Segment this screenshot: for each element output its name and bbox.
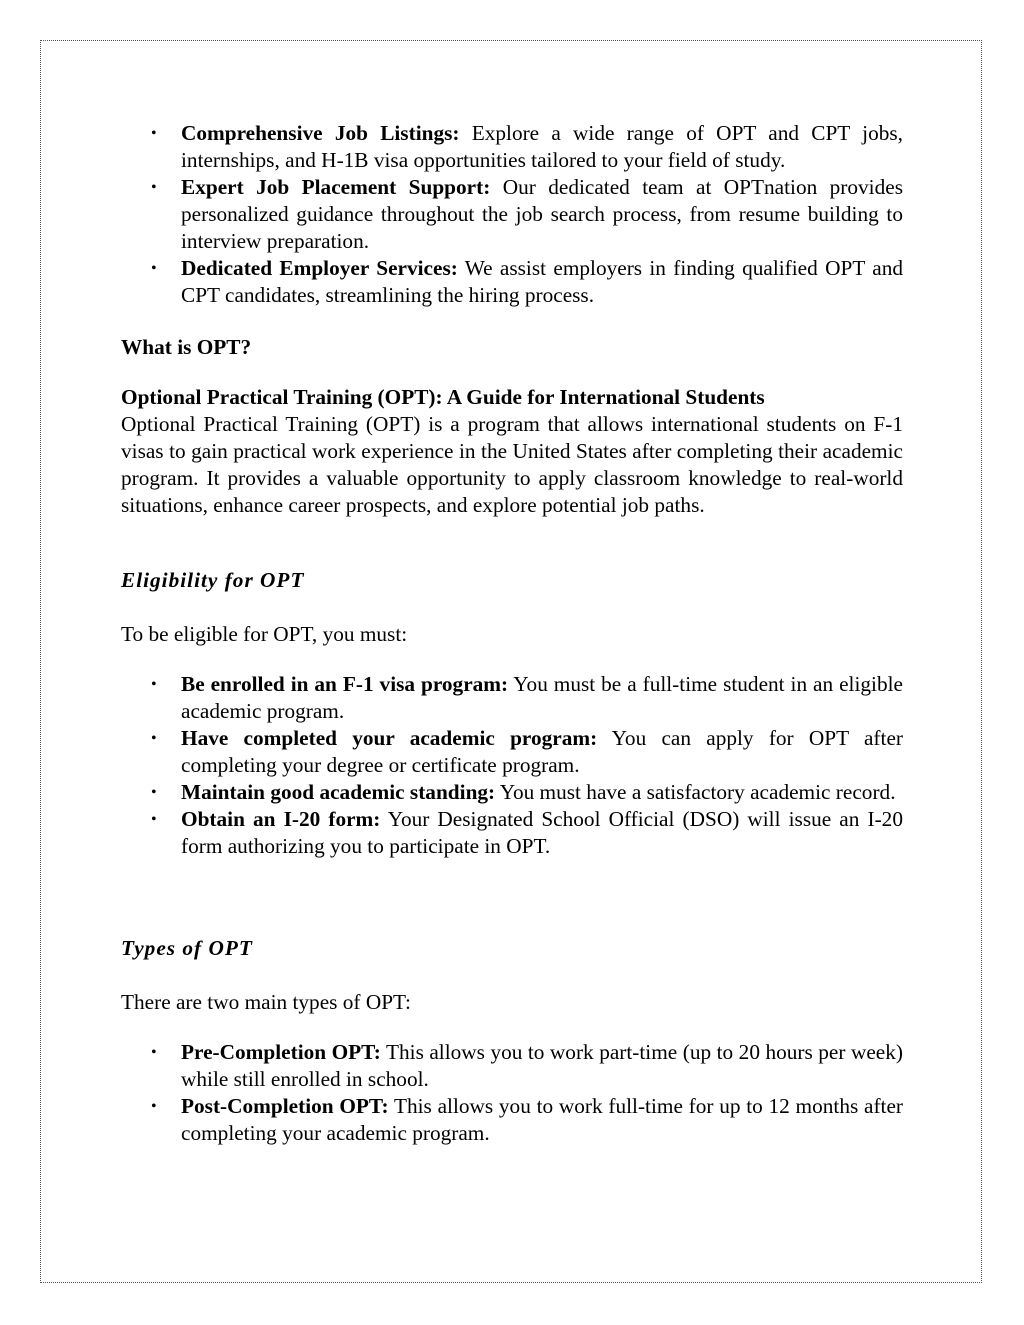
list-item [181, 806, 903, 860]
list-item [181, 1039, 903, 1093]
list-item-term: Maintain good academic standing: [181, 780, 496, 804]
list-item-term: Expert Job Placement Support: [181, 175, 491, 199]
types-intro: There are two main types of OPT: [121, 990, 411, 1014]
list-item-text: You must be a full-time student in an eligible academic program. [181, 672, 903, 723]
list-item-term: Post-Completion OPT: [181, 1094, 389, 1118]
list-item-text: Explore a wide range of OPT and CPT jobs, internships, and H-1B visa opportunities tailored to your field of study. [181, 121, 903, 172]
list-item [181, 255, 903, 309]
list-item-text: Your Designated School Official (DSO) will issue an I-20 form authorizing you to participate in OPT. [181, 807, 903, 858]
types-heading: Types of OPT [121, 936, 253, 960]
eligibility-heading: Eligibility for OPT [121, 568, 305, 592]
list-item-text: You must have a satisfactory academic record. [495, 780, 896, 804]
list-item-term: Comprehensive Job Listings: [181, 121, 460, 145]
list-item-text: You can apply for OPT after completing your degree or certificate program. [181, 726, 903, 777]
what-is-opt-heading: What is OPT? [121, 335, 252, 359]
list-item-text: We assist employers in finding qualified OPT and CPT candidates, streamlining the hiring process. [181, 256, 903, 307]
list-item-term: Pre-Completion OPT: [181, 1040, 381, 1064]
opt-description-paragraph: Optional Practical Training (OPT) is a program that allows international students on F-1 visas to gain practical work experience in the United States after completing their academic program. It provides a valuable opportunity to apply classroom knowledge to real-world situations, enhance career prospects, and explore potential job paths. [121, 412, 903, 517]
types-list [121, 1039, 903, 1147]
list-item [181, 779, 903, 806]
list-item-term: Obtain an I-20 form: [181, 807, 381, 831]
list-item-term: Dedicated Employer Services: [181, 256, 458, 280]
opt-guide-subheading: Optional Practical Training (OPT): A Guide for International Students [121, 385, 765, 409]
list-item [181, 174, 903, 255]
eligibility-list [121, 671, 903, 860]
list-item-text: Our dedicated team at OPTnation provides personalized guidance throughout the job search process, from resume building to interview preparation. [181, 175, 903, 253]
list-item-text: This allows you to work part-time (up to 20 hours per week) while still enrolled in school. [181, 1040, 903, 1091]
list-item [181, 671, 903, 725]
eligibility-intro: To be eligible for OPT, you must: [121, 622, 408, 646]
list-item-text: This allows you to work full-time for up to 12 months after completing your academic program. [181, 1094, 903, 1145]
list-item-term: Have completed your academic program: [181, 726, 598, 750]
document-content [121, 120, 903, 1147]
list-item [181, 1093, 903, 1147]
list-item-term: Be enrolled in an F-1 visa program: [181, 672, 509, 696]
intro-list [121, 120, 903, 309]
list-item [181, 725, 903, 779]
list-item [181, 120, 903, 174]
